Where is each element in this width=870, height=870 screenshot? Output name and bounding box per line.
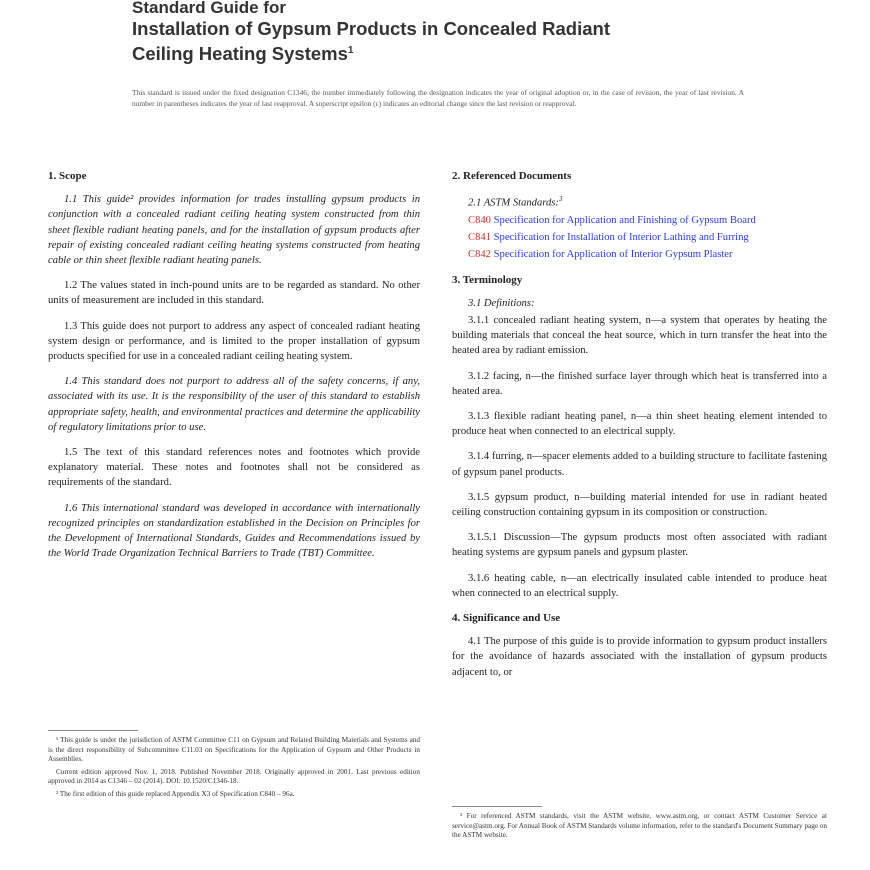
term-3-1-5: 3.1.5 gypsum product, n—building material intended for use in radiant heated ceiling construction containing gypsum in its composition or construction. [452, 491, 827, 518]
term-3-1-1: 3.1.1 concealed radiant heating system, n—a system that operates by heating the building materials that conceal the heat source, which in turn transfer the heat into the heated area by radiant emission. [452, 314, 827, 357]
scope-para-1-3: 1.3 This guide does not purport to address any aspect of concealed radiant heating system design or performance, and is limited to the proper installation of gypsum products specified for use in a concealed radiant ceiling heating system. [48, 320, 420, 363]
astm-standards-intro: 2.1 ASTM Standards:$^3$ [468, 195, 563, 209]
title-line-1: Standard Guide for [132, 0, 286, 17]
scope-para-1-4: 1.4 This standard does not purport to address all of the safety concerns, if any, associated with its use. It is the responsibility of the user of this standard to establish appropriate safety, health, and environmental practices and determine the applicability of regulatory limitations prior to use. [48, 376, 420, 433]
significance-para-4-1: 4.1 The purpose of this guide is to provide information to gypsum product installers for the avoidance of hazards associated with the installation of gypsum products adjacent to, or [452, 636, 827, 678]
footnote-1: ¹ This guide is under the jurisdiction of ASTM Committee C11 on Gypsum and Related Building Materials and Systems and is the direct responsibility of Subcommittee C11.03 on Specifications for the Application of Gypsum and Other Products in Assemblies. [48, 736, 420, 764]
ref-item-c840[interactable]: C840 Specification for Application and Finishing of Gypsum Board [468, 214, 756, 226]
term-3-1: 3.1 Definitions: [468, 297, 535, 309]
term-3-1-4: 3.1.4 furring, n—spacer elements added to a building structure to facilitate fastening of gypsum panel products. [452, 451, 827, 478]
ref-item-c841[interactable]: C841 Specification for Installation of Interior Lathing and Furring [468, 232, 749, 244]
footnote-3: ³ For referenced ASTM standards, visit the ASTM website, www.astm.org, or contact ASTM Customer Service at service@astm.org. For Annual Book of ASTM Standards volume information, refer to the standard's Document Summary page on the ASTM website. [452, 812, 827, 840]
significance-heading: 4. Significance and Use [452, 612, 561, 624]
right-column [452, 165, 827, 690]
scope-para-1-5: 1.5 The text of this standard references notes and footnotes which provide explanatory material. These notes and footnotes shall not be considered as requirements of the standard. [48, 447, 420, 489]
terminology-heading: 3. Terminology [452, 273, 523, 286]
term-3-1-5-1: 3.1.5.1 Discussion—The gypsum products most often associated with radiant heating systems are gypsum panels and gypsum plaster. [452, 532, 827, 559]
title-line-2: Installation of Gypsum Products in Concealed Radiant [132, 18, 610, 39]
scope-para-1-2: 1.2 The values stated in inch-pound units are to be regarded as standard. No other units of measurement are included in this standard. [48, 280, 420, 307]
document-title [132, 0, 772, 65]
designation-notice: This standard is issued under the fixed designation C1346; the number immediately following the designation indicates the year of original adoption or, in the case of revision, the year of last revision. A number in parentheses indicates the year of last reapproval. A superscript epsilon (ε) indicates an editorial change since the last revision or reapproval. [132, 88, 744, 108]
title-line-3: Ceiling Heating Systems$^1$ [132, 43, 354, 65]
ref-item-c842[interactable]: C842 Specification for Application of Interior Gypsum Plaster [468, 249, 733, 261]
scope-heading: 1. Scope [48, 170, 87, 182]
footnote-divider-right [452, 806, 542, 807]
term-3-1-2: 3.1.2 facing, n—the finished surface layer through which heat is transferred into a heated area. [452, 370, 827, 397]
footnotes-left [48, 736, 420, 803]
term-3-1-6: 3.1.6 heating cable, n—an electrically insulated cable intended to produce heat when connected to an electrical supply. [452, 572, 827, 599]
referenced-documents-heading: 2. Referenced Documents [452, 170, 572, 182]
scope-para-1-6: 1.6 This international standard was developed in accordance with internationally recognized principles on standardization established in the Decision on Principles for the Development of International Standards, Guides and Recommendations issued by the World Trade Organization Technical Barriers to Trade (TBT) Committee. [48, 502, 420, 560]
footnote-2: ² The first edition of this guide replaced Appendix X3 of Specification C840 – 96a. [56, 789, 295, 798]
scope-para-1-1: 1.1 This guide² provides information for trades installing gypsum products in conjunction with a concealed radiant ceiling heating system constructed from thin sheet flexible radiant heating panels, and for the installation of gypsum products after repair of existing concealed radiant ceiling heating systems constructed from heating cable or thin sheet flexible radiant heating panels. [48, 194, 420, 267]
left-column [48, 165, 420, 571]
footnotes-right [452, 812, 827, 844]
footnote-edition: Current edition approved Nov. 1, 2018. Published November 2018. Originally approved in 2001. Last previous edition approved in 2014 as C1346 – 02 (2014). DOI: 10.1520/C1346-18. [48, 767, 420, 786]
term-3-1-3: 3.1.3 flexible radiant heating panel, n—a thin sheet heating element intended to produce heat when connected to an electrical supply. [452, 410, 827, 438]
footnote-divider-left [48, 730, 138, 731]
